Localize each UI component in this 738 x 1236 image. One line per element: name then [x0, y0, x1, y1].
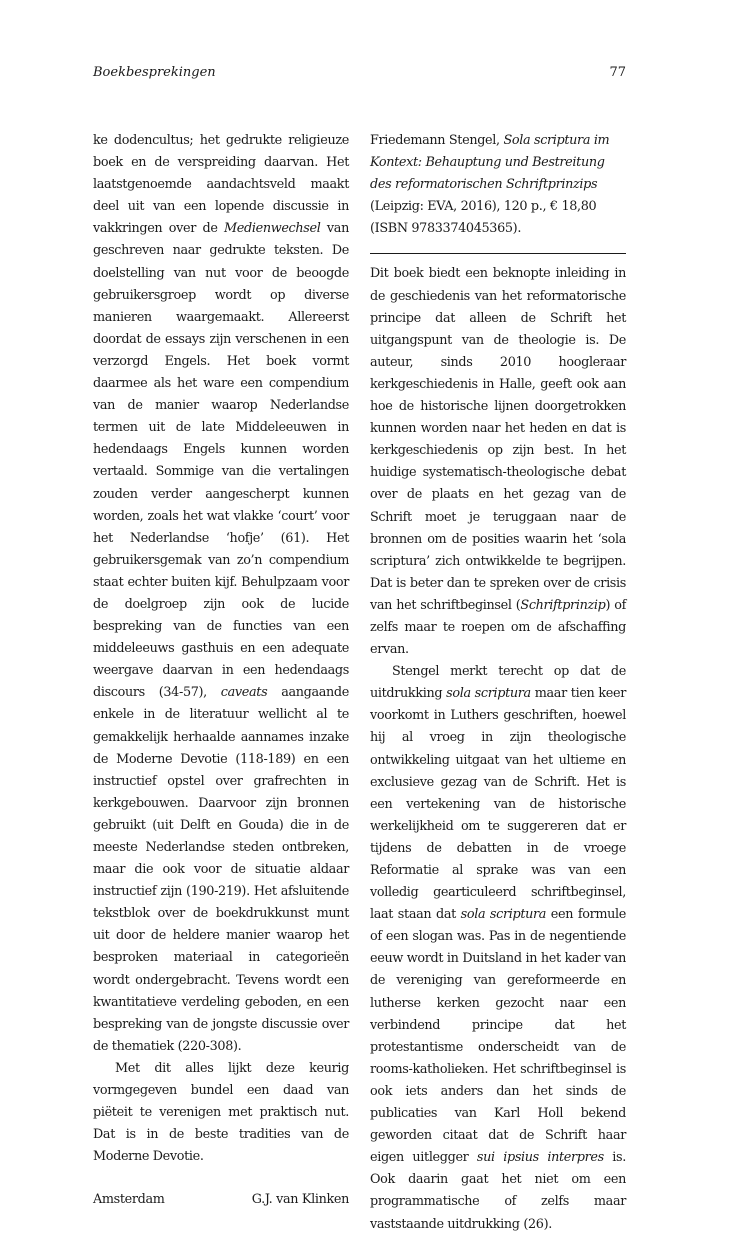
right-column [370, 130, 626, 1236]
text-run: ke dodencultus; het gedrukte religieuze boek en de verspreiding daarvan. Het laatstgenoemde aandachtsveld maakt deel uit van een lopende discussie in vakkringen over de [93, 133, 349, 237]
text-run: Dit boek biedt een beknopte inleiding in de geschiedenis van het reformatorische principe dat alleen de Schrift het uitgangspunt van de theologie is. De auteur, sinds 2010 hoogleraar kerkgeschiedenis in Halle, geeft ook aan hoe de historische lijnen doorgetrokken kunnen worden naar het heden en dat is kerkgeschiedenis op zijn best. In het huidige systematisch-theologische debat over de plaats en het gezag van de Schrift moet je teruggaan naar de bronnen om de posities waarin het ‘sola scriptura’ zich ontwikkelde te begrijpen. Dat is beter dan te spreken over de crisis van het schriftbeginsel ( [370, 266, 626, 613]
book-citation [370, 130, 626, 240]
text-run: Met dit alles lijkt deze keurig vormgegeven bundel een daad van piëteit te verenigen met praktisch nut. Dat is in de beste tradities van de Moderne Devotie. [93, 1060, 349, 1165]
italic-run: caveats [220, 685, 268, 701]
italic-run: sola scriptura [446, 686, 531, 702]
review-paragraph [93, 1058, 349, 1168]
citation-divider [370, 253, 626, 254]
italic-run: sola scriptura [460, 907, 547, 923]
italic-run: sui ipsius interpres [476, 1150, 604, 1166]
text-run: is. Ook daarin gaat het niet om een programmatische of zelfs maar vaststaande uitdrukking (26). [370, 1150, 626, 1232]
text-run: Stengel merkt terecht op dat de uitdrukking [370, 664, 626, 702]
text-run: ) of zelfs maar te roepen om de afschaffing ervan. [370, 597, 626, 658]
section-title: Boekbesprekingen [93, 65, 216, 80]
text-run: een formule of een slogan was. Pas in de negentiende eeuw wordt in Duitsland in het kader van de vereniging van gereformeerde en lutherse kerken gezocht naar een verbindend principe dat het protestantisme onderscheidt van de rooms-katholieken. Het schriftbeginsel is ook iets anders dan het sinds de publicaties van Karl Holl bekend geworden citaat dat de Schrift haar eigen uitlegger [370, 907, 626, 1166]
text-run: (Leipzig: EVA, 2016), 120 p., € 18,80 (ISBN 9783374045365). [370, 199, 597, 237]
text-run: maar tien keer voorkomt in Luthers geschriften, hoewel hij al vroeg in zijn theologische ontwikkeling uitgaat van het ultieme en exclusieve gezag van de Schrift. Het is een vertekening van de historische werkelijkheid om te suggereren dat er tijdens de debatten in de vroege Reformatie al sprake was van een volledig gearticuleerd schriftbeginsel, laat staan dat [370, 686, 626, 923]
review-signature [93, 1189, 349, 1211]
text-run: van geschreven naar gedrukte teksten. De doelstelling van nut voor de beoogde gebruikersgroep wordt op diverse manieren waargemaakt. Allereerst doordat de essays zijn verschenen in een verzorgd Engels. Het boek vormt daarmee als het ware een compendium van de manier waarop Nederlandse termen uit de late Middeleeuwen in hedendaags Engels kunnen worden vertaald. Sommige van die vertalingen zouden verder aangescherpt kunnen worden, zoals het wat vlakke ‘court’ voor het Nederlandse ‘hofje’ (61). Het gebruikersgemak van zo’n compendium staat echter buiten kijf. Behulpzaam voor de doelgroep zijn ook de lucide bespreking van de functies van een middeleeuws gasthuis en een adequate weergave daarvan in een hedendaags discours (34-57), [93, 221, 349, 701]
italic-run: Sola scriptura im Kontext: Behauptung und Bestreitung des reformatorischen Schriftprinzips [370, 133, 610, 193]
review-paragraph [370, 661, 626, 1235]
signature-place: Amsterdam [93, 1192, 165, 1208]
italic-run: Medienwechsel [224, 221, 321, 237]
text-run: aangaande enkele in de literatuur wellicht al te gemakkelijk herhaalde aannames inzake de Moderne Devotie (118-189) en een instructief opstel over grafrechten in kerkgebouwen. Daarvoor zijn bronnen gebruikt (uit Delft en Gouda) die in de meeste Nederlandse steden ontbreken, maar die ook voor de situatie aldaar instructief zijn (190-219). Het afsluitende tekstblok over de boekdrukkunst munt uit door de heldere manier waarop het besproken materiaal in categorieën wordt ondergebracht. Tevens wordt een kwantitatieve verdeling geboden, en een bespreking van de jongste discussie over de thematiek (220-308). [93, 685, 349, 1054]
left-column [93, 130, 349, 1212]
review-paragraph [93, 130, 349, 1058]
review-paragraph [370, 263, 626, 661]
page-number: 77 [609, 65, 626, 80]
italic-run: Schriftprinzip [520, 597, 606, 613]
text-run: Friedemann Stengel, [370, 133, 504, 148]
signature-author: G.J. van Klinken [251, 1192, 349, 1208]
